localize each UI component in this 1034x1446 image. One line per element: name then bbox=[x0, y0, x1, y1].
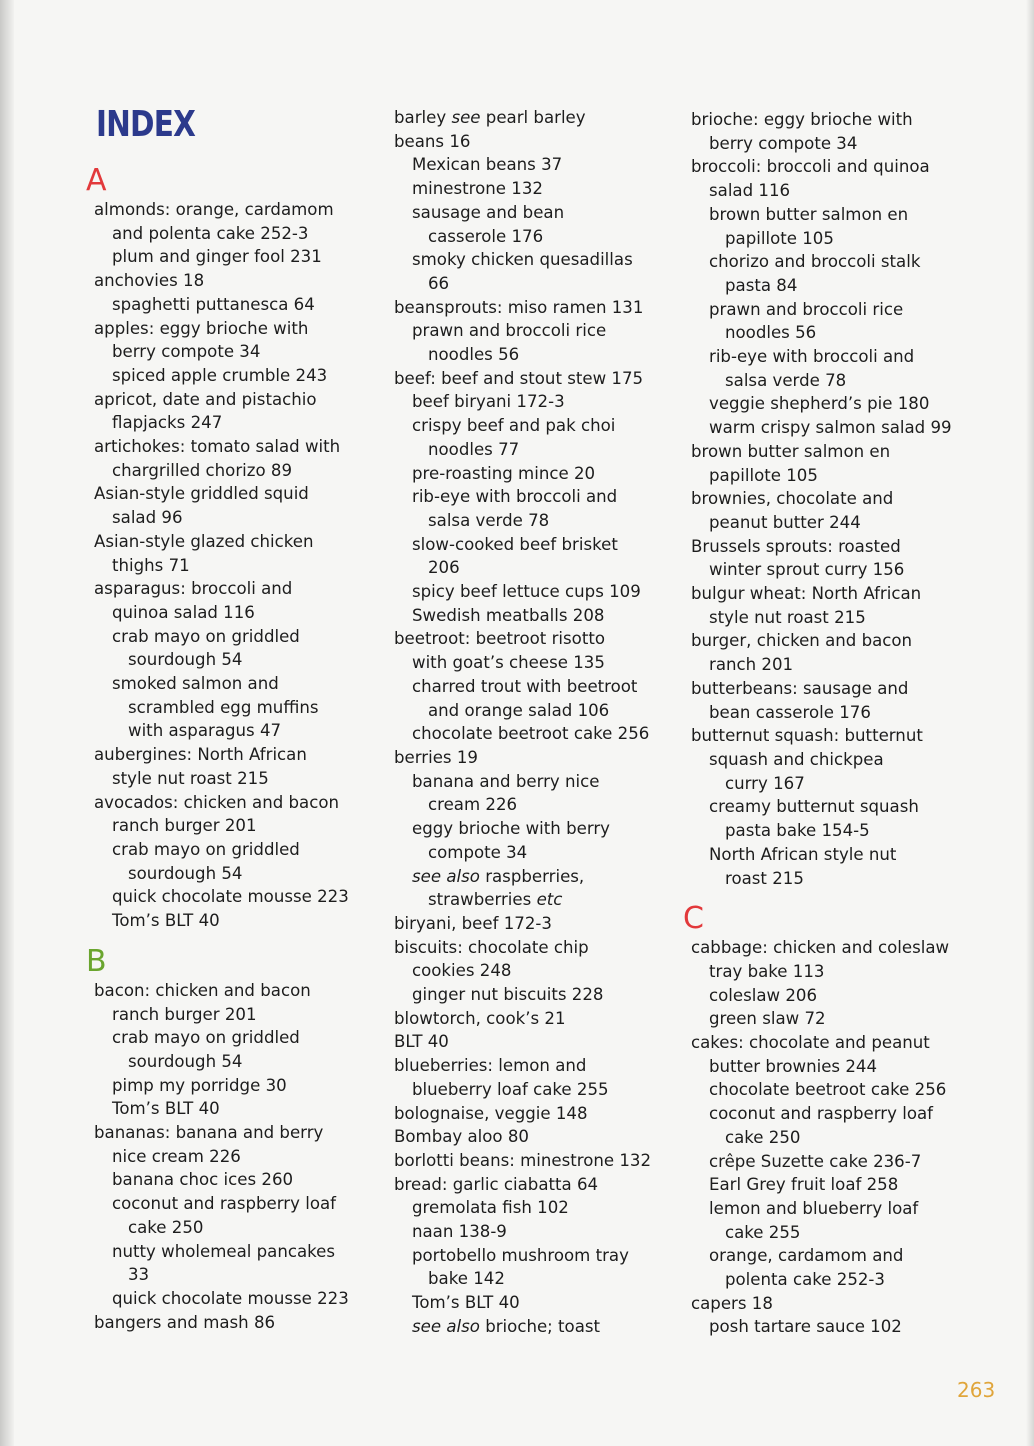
index-entry: bulgur wheat: North African bbox=[691, 584, 922, 604]
index-subentry: gremolata fish 102 bbox=[412, 1198, 569, 1218]
index-subentry: rib-eye with broccoli and bbox=[709, 347, 915, 367]
page-outer-edge bbox=[1026, 0, 1034, 1446]
index-entry-continuation: bake 142 bbox=[428, 1269, 505, 1289]
index-entry: burger, chicken and bacon bbox=[691, 631, 913, 651]
index-entry-continuation: 66 bbox=[428, 273, 450, 293]
index-entry-continuation: with goat’s cheese 135 bbox=[412, 653, 605, 673]
index-entry-continuation: ranch burger 201 bbox=[112, 816, 257, 836]
index-entry: asparagus: broccoli and bbox=[94, 579, 293, 599]
index-subentry: creamy butternut squash bbox=[709, 797, 919, 817]
index-entry: broccoli: broccoli and quinoa bbox=[691, 157, 930, 177]
index-subentry: eggy brioche with berry bbox=[412, 819, 611, 839]
index-subentry: ginger nut biscuits 228 bbox=[412, 985, 604, 1005]
index-subentry: chocolate beetroot cake 256 bbox=[709, 1080, 947, 1100]
index-entry-continuation: berry compote 34 bbox=[709, 133, 858, 153]
index-entry: beansprouts: miso ramen 131 bbox=[394, 297, 644, 317]
index-entry: biryani, beef 172-3 bbox=[394, 913, 552, 933]
index-entry: Asian-style griddled squid bbox=[94, 484, 309, 504]
index-list-b-continued bbox=[386, 106, 706, 1339]
index-subentry: rib-eye with broccoli and bbox=[412, 487, 618, 507]
index-entry-continuation: salad 96 bbox=[112, 508, 183, 528]
index-subentry: Tom’s BLT 40 bbox=[112, 911, 220, 931]
index-entry-continuation: 33 bbox=[128, 1265, 150, 1285]
index-entry-continuation: noodles 56 bbox=[428, 345, 520, 365]
index-entry-continuation: salsa verde 78 bbox=[428, 510, 550, 530]
index-subentry: quick chocolate mousse 223 bbox=[112, 1288, 349, 1308]
index-subentry: see also raspberries, bbox=[412, 866, 585, 886]
index-entry-continuation: berry compote 34 bbox=[112, 342, 261, 362]
index-entry-continuation: style nut roast 215 bbox=[112, 768, 269, 788]
section-letter-c: C bbox=[683, 901, 704, 937]
index-subentry: coleslaw 206 bbox=[709, 985, 818, 1005]
index-entry-continuation: pasta bake 154-5 bbox=[725, 821, 870, 841]
index-entry-continuation: quinoa salad 116 bbox=[112, 602, 255, 622]
index-subentry: sausage and bean bbox=[412, 202, 565, 222]
index-subentry: crispy beef and pak choi bbox=[412, 416, 616, 436]
index-entry-continuation: flapjacks 247 bbox=[112, 413, 223, 433]
index-subentry: see also brioche; toast bbox=[412, 1316, 601, 1336]
index-subentry: North African style nut bbox=[709, 844, 897, 864]
index-list-c bbox=[683, 936, 1003, 1339]
section-letter-b: B bbox=[86, 943, 107, 979]
index-entry: bacon: chicken and bacon bbox=[94, 980, 311, 1000]
index-subentry: chocolate beetroot cake 256 bbox=[412, 724, 650, 744]
index-entry: bread: garlic ciabatta 64 bbox=[394, 1174, 599, 1194]
index-subentry: Earl Grey fruit loaf 258 bbox=[709, 1175, 899, 1195]
index-entry-continuation: sourdough 54 bbox=[128, 863, 243, 883]
index-entry: capers 18 bbox=[691, 1293, 773, 1313]
index-entry: berries 19 bbox=[394, 747, 478, 767]
index-entry-continuation: and orange salad 106 bbox=[428, 700, 610, 720]
index-subentry: prawn and broccoli rice bbox=[709, 299, 904, 319]
index-subentry: orange, cardamom and bbox=[709, 1246, 904, 1266]
index-entry-continuation: ranch 201 bbox=[709, 655, 794, 675]
index-entry-continuation: peanut butter 244 bbox=[709, 512, 861, 532]
index-entry-continuation: sourdough 54 bbox=[128, 1051, 243, 1071]
index-subentry: minestrone 132 bbox=[412, 179, 543, 199]
index-subentry: veggie shepherd’s pie 180 bbox=[709, 394, 930, 414]
index-entry: beef: beef and stout stew 175 bbox=[394, 368, 644, 388]
index-subentry: lemon and blueberry loaf bbox=[709, 1198, 919, 1218]
index-subentry: pre-roasting mince 20 bbox=[412, 463, 596, 483]
index-entry: apples: eggy brioche with bbox=[94, 318, 309, 338]
index-subentry: Mexican beans 37 bbox=[412, 155, 563, 175]
index-subentry: chorizo and broccoli stalk bbox=[709, 252, 921, 272]
index-subentry: naan 138-9 bbox=[412, 1222, 507, 1242]
index-entry-continuation: polenta cake 252-3 bbox=[725, 1270, 885, 1290]
index-entry: borlotti beans: minestrone 132 bbox=[394, 1150, 652, 1170]
index-subentry: prawn and broccoli rice bbox=[412, 321, 607, 341]
index-entry-continuation: ranch burger 201 bbox=[112, 1004, 257, 1024]
index-subentry: slow-cooked beef brisket bbox=[412, 534, 618, 554]
page-binding-edge bbox=[0, 0, 14, 1446]
index-entry-continuation: curry 167 bbox=[725, 773, 805, 793]
index-entry: beetroot: beetroot risotto bbox=[394, 629, 605, 649]
index-subentry: crab mayo on griddled bbox=[112, 626, 300, 646]
index-entry-continuation: noodles 56 bbox=[725, 323, 817, 343]
index-entry: aubergines: North African bbox=[94, 745, 307, 765]
index-entry: butterbeans: sausage and bbox=[691, 678, 909, 698]
index-subentry: pimp my porridge 30 bbox=[112, 1075, 287, 1095]
index-subentry: spiced apple crumble 243 bbox=[112, 365, 328, 385]
index-entry: brioche: eggy brioche with bbox=[691, 110, 913, 129]
index-entry: blowtorch, cook’s 21 bbox=[394, 1008, 566, 1028]
section-letter-a: A bbox=[86, 163, 107, 198]
index-subentry: smoked salmon and bbox=[112, 674, 279, 694]
index-entry: biscuits: chocolate chip bbox=[394, 937, 589, 957]
index-subentry: banana and berry nice bbox=[412, 771, 600, 791]
index-entry: brown butter salmon en bbox=[691, 441, 891, 461]
index-entry-continuation: butter brownies 244 bbox=[709, 1056, 878, 1076]
index-list-b bbox=[86, 979, 406, 1335]
index-entry-continuation: style nut roast 215 bbox=[709, 607, 866, 627]
index-entry-continuation: cookies 248 bbox=[412, 961, 512, 981]
index-entry-continuation: thighs 71 bbox=[112, 555, 190, 575]
index-entry-continuation: cake 250 bbox=[725, 1127, 801, 1147]
index-column-3 bbox=[683, 108, 1003, 1339]
index-subentry: coconut and raspberry loaf bbox=[112, 1194, 336, 1214]
index-subentry: crab mayo on griddled bbox=[112, 839, 300, 859]
page-title: INDEX bbox=[96, 104, 196, 145]
index-entry-continuation: cake 255 bbox=[725, 1222, 801, 1242]
index-subentry: portobello mushroom tray bbox=[412, 1245, 629, 1265]
index-entry-continuation: sourdough 54 bbox=[128, 650, 243, 670]
index-entry-continuation: papillote 105 bbox=[709, 465, 818, 485]
index-subentry: warm crispy salmon salad 99 bbox=[709, 418, 952, 438]
index-entry-continuation: 206 bbox=[428, 558, 460, 578]
index-entry: Asian-style glazed chicken bbox=[94, 531, 314, 551]
index-entry-continuation: scrambled egg muffins bbox=[128, 697, 319, 717]
index-entry-continuation: chargrilled chorizo 89 bbox=[112, 460, 293, 480]
index-subentry: Tom’s BLT 40 bbox=[412, 1293, 520, 1313]
index-entry-continuation: tray bake 113 bbox=[709, 961, 825, 981]
index-entry-continuation: winter sprout curry 156 bbox=[709, 560, 905, 580]
index-subentry: brown butter salmon en bbox=[709, 204, 909, 224]
index-entry: cabbage: chicken and coleslaw bbox=[691, 938, 950, 958]
index-entry: artichokes: tomato salad with bbox=[94, 437, 341, 457]
index-entry: butternut squash: butternut bbox=[691, 726, 923, 746]
index-entry: barley see pearl barley bbox=[394, 108, 586, 127]
index-entry-continuation: with asparagus 47 bbox=[128, 721, 282, 741]
index-entry: almonds: orange, cardamom bbox=[94, 200, 334, 219]
index-entry-continuation: papillote 105 bbox=[725, 228, 834, 248]
index-entry-continuation: casserole 176 bbox=[428, 226, 544, 246]
index-subentry: banana choc ices 260 bbox=[112, 1170, 294, 1190]
index-entry-continuation: cake 250 bbox=[128, 1217, 204, 1237]
index-entry: blueberries: lemon and bbox=[394, 1056, 587, 1076]
index-subentry: quick chocolate mousse 223 bbox=[112, 887, 349, 907]
index-entry: bananas: banana and berry bbox=[94, 1123, 324, 1143]
index-column-2 bbox=[386, 106, 706, 1339]
index-entry-continuation: noodles 77 bbox=[428, 439, 520, 459]
page-number: 263 bbox=[957, 1378, 996, 1402]
index-entry: apricot, date and pistachio bbox=[94, 389, 317, 409]
index-entry: avocados: chicken and bacon bbox=[94, 792, 340, 812]
index-column-1 bbox=[86, 164, 406, 1334]
index-entry: Bombay aloo 80 bbox=[394, 1127, 529, 1147]
index-subentry: Tom’s BLT 40 bbox=[112, 1099, 220, 1119]
index-subentry: charred trout with beetroot bbox=[412, 676, 638, 696]
index-entry: Brussels sprouts: roasted bbox=[691, 536, 901, 556]
index-entry-continuation: cream 226 bbox=[428, 795, 518, 815]
index-entry: BLT 40 bbox=[394, 1032, 449, 1052]
index-entry: cakes: chocolate and peanut bbox=[691, 1033, 930, 1053]
index-list-a bbox=[86, 198, 406, 933]
index-subentry: posh tartare sauce 102 bbox=[709, 1317, 902, 1337]
index-entry-continuation: and polenta cake 252-3 bbox=[112, 223, 309, 243]
index-subentry: green slaw 72 bbox=[709, 1009, 826, 1029]
index-entry-continuation: compote 34 bbox=[428, 842, 528, 862]
index-subentry: plum and ginger fool 231 bbox=[112, 247, 322, 267]
index-subentry: smoky chicken quesadillas bbox=[412, 250, 633, 270]
index-subentry: nutty wholemeal pancakes bbox=[112, 1241, 336, 1261]
index-entry: bolognaise, veggie 148 bbox=[394, 1103, 588, 1123]
index-entry-continuation: roast 215 bbox=[725, 868, 804, 888]
index-entry: brownies, chocolate and bbox=[691, 489, 894, 509]
index-entry-continuation: pasta 84 bbox=[725, 275, 798, 295]
index-subentry: squash and chickpea bbox=[709, 749, 884, 769]
index-list-b-end bbox=[683, 108, 1003, 890]
index-subentry: crêpe Suzette cake 236-7 bbox=[709, 1151, 922, 1171]
index-entry: bangers and mash 86 bbox=[94, 1312, 276, 1332]
index-subentry: coconut and raspberry loaf bbox=[709, 1104, 933, 1124]
index-entry-continuation: salsa verde 78 bbox=[725, 370, 847, 390]
index-entry-continuation: strawberries etc bbox=[428, 890, 563, 910]
index-entry-continuation: bean casserole 176 bbox=[709, 702, 871, 722]
index-entry-continuation: blueberry loaf cake 255 bbox=[412, 1079, 609, 1099]
index-subentry: crab mayo on griddled bbox=[112, 1028, 300, 1048]
index-entry: beans 16 bbox=[394, 131, 471, 151]
index-entry: anchovies 18 bbox=[94, 271, 205, 291]
index-subentry: Swedish meatballs 208 bbox=[412, 605, 605, 625]
index-subentry: beef biryani 172-3 bbox=[412, 392, 565, 412]
index-subentry: spicy beef lettuce cups 109 bbox=[412, 582, 641, 602]
index-subentry: spaghetti puttanesca 64 bbox=[112, 294, 315, 314]
index-entry-continuation: salad 116 bbox=[709, 181, 791, 201]
index-entry-continuation: nice cream 226 bbox=[112, 1146, 241, 1166]
